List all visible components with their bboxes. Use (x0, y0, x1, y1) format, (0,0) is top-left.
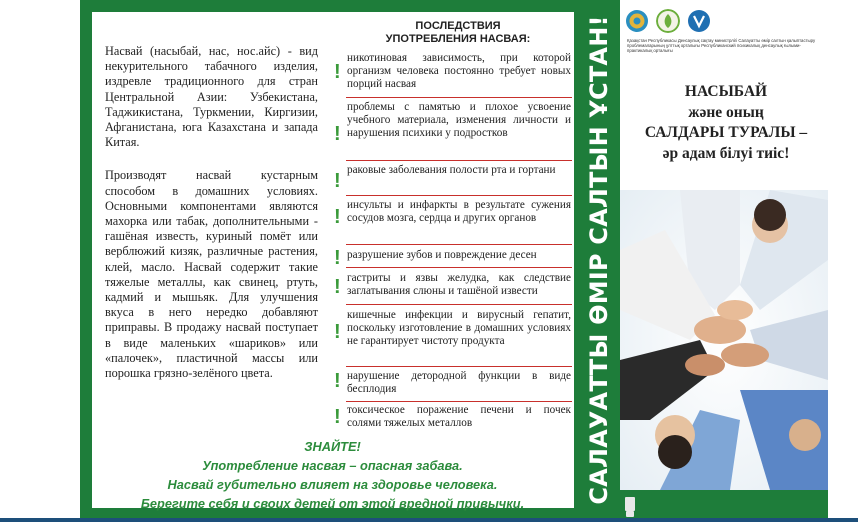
item-divider (346, 304, 572, 305)
consequences-title: ПОСЛЕДСТВИЯ УПОТРЕБЛЕНИЯ НАСВАЯ: (385, 20, 531, 45)
file-icon (626, 511, 634, 517)
consequence-item: нарушение детородной функции в виде бесплодия (347, 370, 571, 396)
teamwork-photo (620, 190, 828, 490)
consequence-item: инсульты и инфаркты в результате сужения сосудов мозга, сердца и других органов (347, 199, 571, 225)
exclamation-icon: ! (334, 206, 341, 228)
intro-paragraph: Насвай (насыбай, нас, нос.айс) - вид некурительного табачного изделия, издревле традиционного для стран Центральной Азии: Узбекистана, Таджикистана, Туркмении, Киргизии, Афганистана, юга Казахстана и запада Китая. (105, 44, 318, 150)
consequence-item: токсическое поражение печени и почек солями тяжелых металлов (347, 404, 571, 430)
warning-heading: ЗНАЙТЕ! (304, 439, 361, 454)
item-divider (346, 267, 572, 268)
warning-block (110, 437, 555, 513)
exclamation-icon: ! (334, 247, 341, 269)
cover-title: НАСЫБАЙ және оның САЛДАРЫ ТУРАЛЫ – әр адам білуі тиіс! (644, 83, 808, 162)
vertical-slogan-band (578, 15, 620, 505)
consequence-item: разрушение зубов и повреждение десен (347, 249, 537, 261)
consequence-item: никотиновая зависимость, при которой организм человека постоянно требует новых порций насвая (347, 52, 571, 91)
logo-row (625, 9, 745, 35)
intro-column (105, 44, 318, 399)
item-divider (346, 97, 572, 98)
consequence-item: кишечные инфекции и вирусный гепатит, поскольку изготовление в домашних условиях не гарантирует чистоту продукта (347, 309, 571, 348)
exclamation-icon: ! (334, 276, 341, 298)
ministry-caption: Қазақстан Республикасы Денсаулық сақтау министрлігі Салауатты өмір салтын қалыптастыру проблемаларының ұлттық орталығы Республиканский психикалық денсаулық ғылыми-практикалық орталығы (627, 38, 816, 54)
item-divider (346, 195, 572, 196)
exclamation-icon: ! (334, 123, 341, 145)
file-icon (625, 497, 635, 511)
item-divider (346, 244, 572, 245)
warning-line: Насвай губительно влияет на здоровье человека. (167, 477, 498, 492)
item-divider (346, 160, 572, 161)
exclamation-icon: ! (334, 321, 341, 343)
production-paragraph: Производят насвай кустарным способом в домашних условиях. Основными компонентами являются махорка или табак, дополнительными - гашёная известь, куриный помёт или верблюжий кизяк, различные растения, клей, масло. Насвай содержит такие тяжелые металлы, как свинец, ртуть, кадмий и мышьяк. Для улучшения вкуса в него нередко добавляют приправы. В продажу насвай поступает в виде маленьких «шариков» или «палочек», пластичной массы или порошка грязно-зелёного цвета. (105, 168, 318, 381)
exclamation-icon: ! (334, 61, 341, 83)
consequence-item: проблемы с памятью и плохое усвоение учебного материала, изменения личности и нарушения психики у подростков (347, 101, 571, 140)
ministry-logo-icon (656, 9, 680, 33)
item-divider (346, 401, 572, 402)
consequence-item: гастриты и язвы желудка, как следствие заглатывания слюны и ташёной извести (347, 272, 571, 298)
exclamation-icon: ! (334, 370, 341, 392)
warning-line: Берегите себя и своих детей от этой вредной привычки. (140, 496, 525, 511)
vertical-slogan: САЛАУАТТЫ ӨМІР САЛТЫН ҰСТАН! (585, 15, 613, 505)
cover-bottom-strip (620, 490, 828, 518)
consequence-item: раковые заболевания полости рта и гортани (347, 164, 556, 176)
exclamation-icon: ! (334, 406, 341, 428)
item-divider (346, 366, 572, 367)
health-center-logo-icon (687, 9, 711, 33)
exclamation-icon: ! (334, 170, 341, 192)
emblem-icon (625, 9, 649, 33)
warning-line: Употребление насвая – опасная забава. (202, 458, 463, 473)
window-bottom-bar (0, 518, 858, 522)
